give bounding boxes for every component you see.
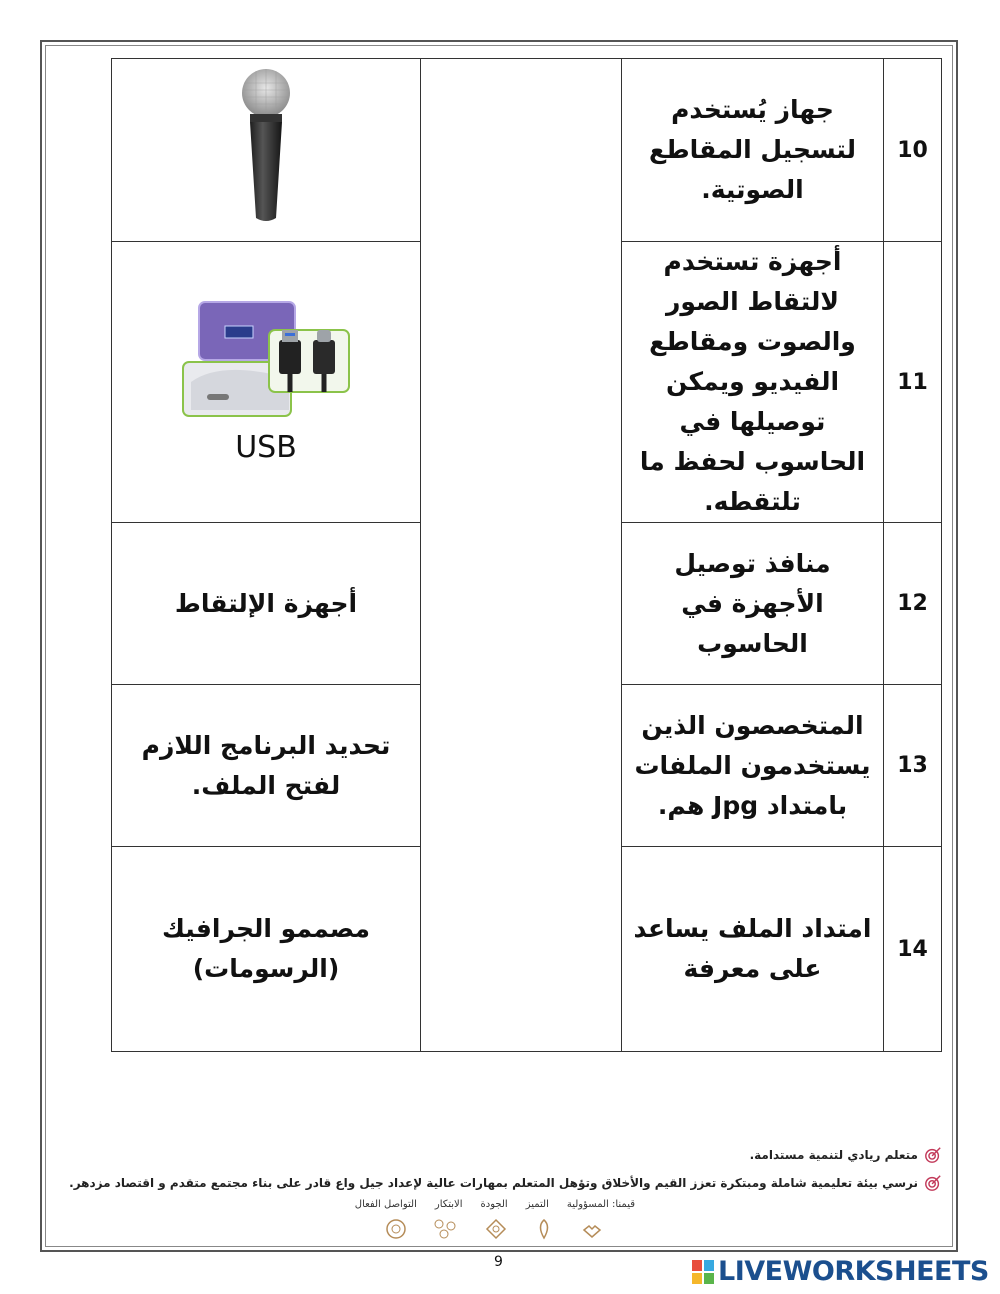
quality-icon (485, 1218, 507, 1240)
footer-mission (69, 1174, 942, 1192)
value-label: التواصل الفعال (354, 1199, 417, 1210)
matching-table (111, 58, 942, 1052)
answer-cell[interactable]: أجهزة الإلتقاط (112, 523, 421, 685)
innovation-icon (433, 1218, 459, 1240)
answer-cell[interactable]: مصممو الجرافيك (الرسومات) (112, 847, 421, 1052)
question-cell: جهاز يُستخدم لتسجيل المقاطع الصوتية. (622, 59, 884, 242)
footer-vision-text: متعلم ريادي لتنمية مستدامة. (749, 1148, 918, 1162)
question-cell: منافذ توصيل الأجهزة في الحاسوب (622, 523, 884, 685)
row-number: 12 (884, 523, 942, 685)
value-icons (385, 1218, 603, 1240)
table-row (112, 59, 942, 242)
question-cell: أجهزة تستخدم لالتقاط الصور والصوت ومقاطع الفيديو ويمكن توصيلها في الحاسوب لحفظ ما تلتقطه. (622, 242, 884, 523)
question-cell: امتداد الملف يساعد على معرفة (622, 847, 884, 1052)
values-row (355, 1199, 635, 1210)
target-icon (924, 1174, 942, 1192)
row-number: 13 (884, 685, 942, 847)
answer-label: USB (235, 429, 297, 465)
target-icon (924, 1146, 942, 1164)
liveworksheets-logo[interactable] (692, 1256, 989, 1287)
row-number: 11 (884, 242, 942, 523)
answer-cell[interactable]: تحديد البرنامج اللازم لفتح الملف. (112, 685, 421, 847)
answer-cell-usb[interactable] (112, 242, 421, 523)
footer-vision (750, 1146, 942, 1164)
liveworksheets-logo-text: LIVEWORKSHEETS (718, 1256, 989, 1287)
answer-drop-column[interactable] (421, 59, 622, 1052)
communication-icon (385, 1218, 407, 1240)
value-label: الجودة (480, 1199, 508, 1210)
usb-ports-image (181, 300, 351, 420)
answer-cell-microphone (112, 59, 421, 242)
page-number: 9 (494, 1254, 503, 1270)
value-label: الابتكار (434, 1199, 463, 1210)
row-number: 14 (884, 847, 942, 1052)
microphone-image (236, 68, 296, 228)
liveworksheets-logo-icon (692, 1260, 714, 1284)
row-number: 10 (884, 59, 942, 242)
responsibility-icon (581, 1218, 603, 1240)
footer-mission-text: نرسي بيئة تعليمية شاملة ومبتكرة تعزز القيم والأخلاق وتؤهل المتعلم بمهارات عالية لإعداد جيل واع قادر على بناء مجتمع متقدم و اقتصاد مزدهر. (69, 1176, 918, 1190)
question-cell: المتخصصون الذين يستخدمون الملفات بامتداد Jpg هم. (622, 685, 884, 847)
value-label: قيمنا: المسؤولية (566, 1199, 635, 1210)
value-label: التميز (525, 1199, 549, 1210)
excellence-icon (533, 1218, 555, 1240)
